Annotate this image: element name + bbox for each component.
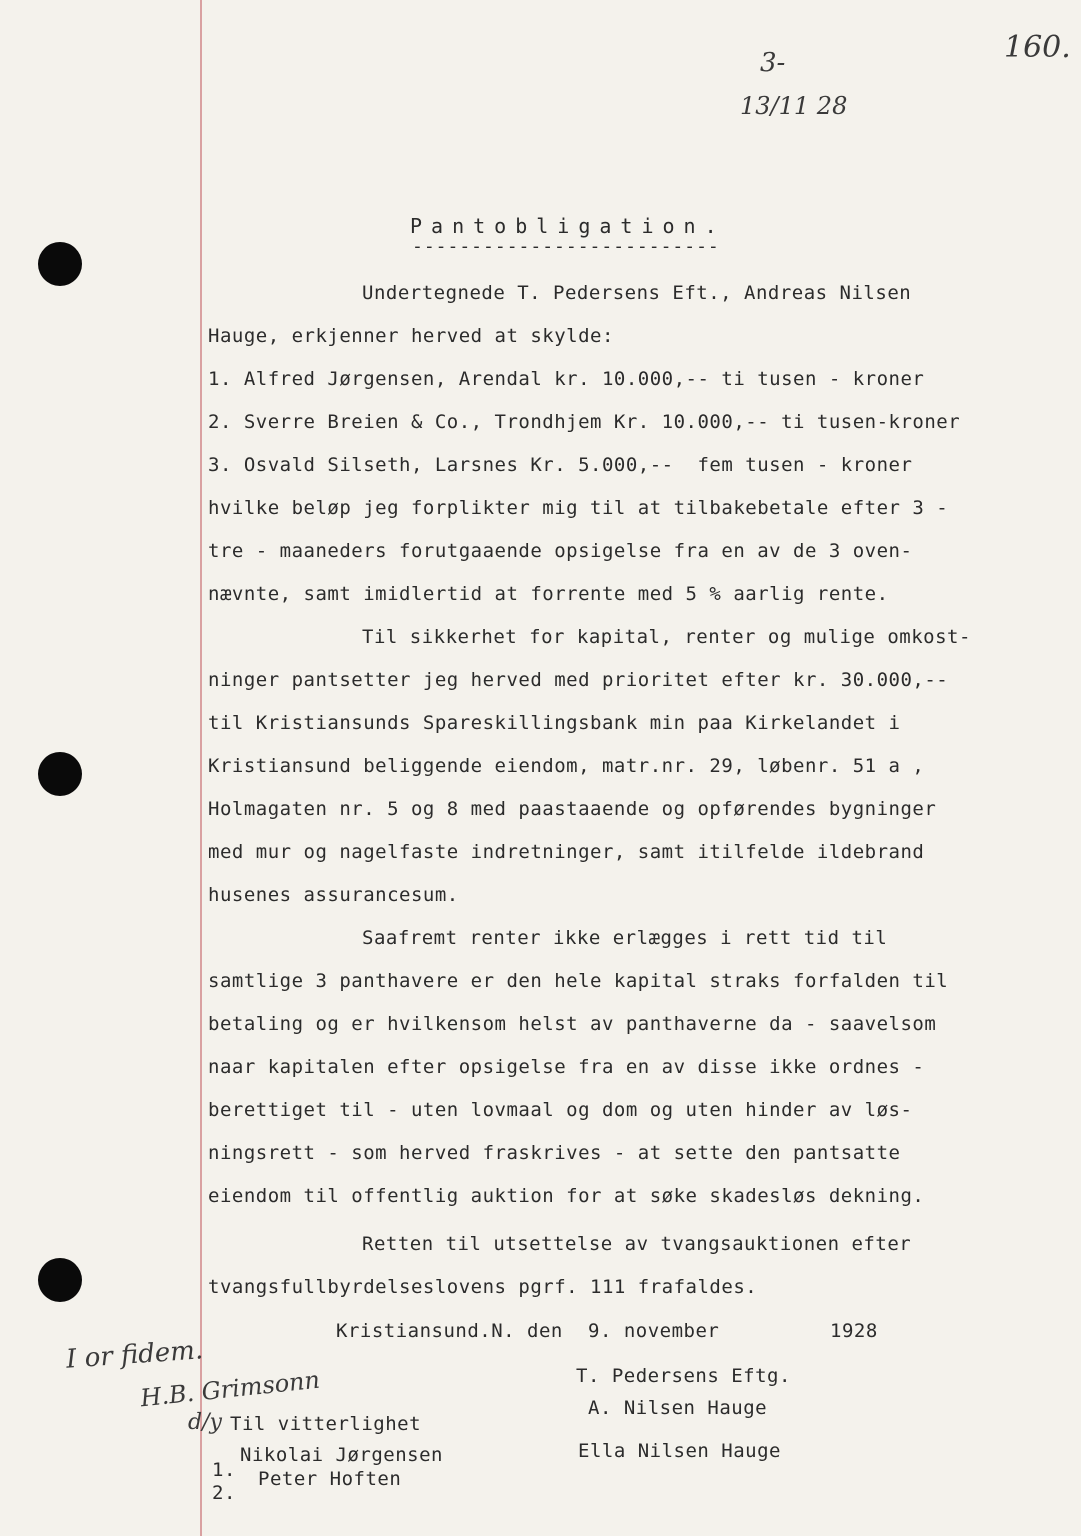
creditor-line: 3. Osvald Silseth, Larsnes Kr. 5.000,-- fem tusen - kroner <box>208 454 913 476</box>
body-line: hvilke beløp jeg forplikter mig til at tilbakebetale efter 3 - <box>208 497 949 519</box>
closing-place: Kristiansund.N. den <box>336 1320 563 1342</box>
punch-hole-middle <box>38 752 82 796</box>
intro-line-1: Undertegnede T. Pedersens Eft., Andreas Nilsen <box>362 282 912 304</box>
body-line: med mur og nagelfaste indretninger, samt itilfelde ildebrand <box>208 841 925 863</box>
body-line: tre - maaneders forutgaaende opsigelse fra en av de 3 oven- <box>208 540 913 562</box>
ref-date: 13/11 28 <box>740 92 848 120</box>
body-line: Til sikkerhet for kapital, renter og mulige omkost- <box>362 626 971 648</box>
punch-hole-bottom <box>38 1258 82 1302</box>
creditor-line: 2. Sverre Breien & Co., Trondhjem Kr. 10.000,-- ti tusen-kroner <box>208 411 961 433</box>
witness-name: Peter Hoften <box>258 1468 402 1490</box>
closing-year: 1928 <box>830 1320 878 1342</box>
witness-number: 2. <box>212 1482 236 1504</box>
body-line: Saafremt renter ikke erlægges i rett tid til <box>362 927 888 949</box>
witness-name: Nikolai Jørgensen <box>240 1444 443 1466</box>
witness-number: 1. <box>212 1459 236 1481</box>
intro-line-2: Hauge, erkjenner herved at skylde: <box>208 325 614 347</box>
body-line: tvangsfullbyrdelseslovens pgrf. 111 frafaldes. <box>208 1276 758 1298</box>
creditor-line: 1. Alfred Jørgensen, Arendal kr. 10.000,-- ti tusen - kroner <box>208 368 925 390</box>
body-line: Kristiansund beliggende eiendom, matr.nr. 29, løbenr. 51 a , <box>208 755 925 777</box>
body-line: ninger pantsetter jeg herved med prioritet efter kr. 30.000,-- <box>208 669 949 691</box>
title-underline: -------------------------- <box>412 236 720 257</box>
ref-number: 3- <box>760 48 786 78</box>
body-line: naar kapitalen efter opsigelse fra en av disse ikke ordnes - <box>208 1056 925 1078</box>
body-line: husenes assurancesum. <box>208 884 459 906</box>
body-line: nævnte, samt imidlertid at forrente med 5 % aarlig rente. <box>208 583 889 605</box>
closing-date: 9. november <box>588 1320 720 1342</box>
body-line: Retten til utsettelse av tvangsauktionen efter <box>362 1233 912 1255</box>
body-line: ningsrett - som herved fraskrives - at sette den pantsatte <box>208 1142 901 1164</box>
body-line: Holmagaten nr. 5 og 8 med paastaaende og opførendes bygninger <box>208 798 937 820</box>
red-margin-line <box>200 0 202 1536</box>
body-line: betaling og er hvilkensom helst av panthaverne da - saavelsom <box>208 1013 937 1035</box>
signature-name: A. Nilsen Hauge <box>588 1397 768 1419</box>
document-title: Pantobligation. <box>410 214 726 238</box>
signature-name: Ella Nilsen Hauge <box>578 1440 781 1462</box>
body-line: samtlige 3 panthavere er den hele kapital straks forfalden til <box>208 970 949 992</box>
margin-annotation: I or fidem. <box>65 1335 205 1375</box>
witness-heading: Til vitterlighet <box>230 1413 422 1435</box>
punch-hole-top <box>38 242 82 286</box>
margin-annotation: H.B. Grimsonn <box>139 1365 322 1413</box>
margin-annotation: d/y <box>188 1410 222 1435</box>
body-line: til Kristiansunds Spareskillingsbank min paa Kirkelandet i <box>208 712 901 734</box>
signature-firm: T. Pedersens Eftg. <box>576 1365 791 1387</box>
body-line: eiendom til offentlig auktion for at søke skadesløs dekning. <box>208 1185 925 1207</box>
body-line: berettiget til - uten lovmaal og dom og uten hinder av løs- <box>208 1099 913 1121</box>
page-number: 160. <box>1004 30 1071 65</box>
